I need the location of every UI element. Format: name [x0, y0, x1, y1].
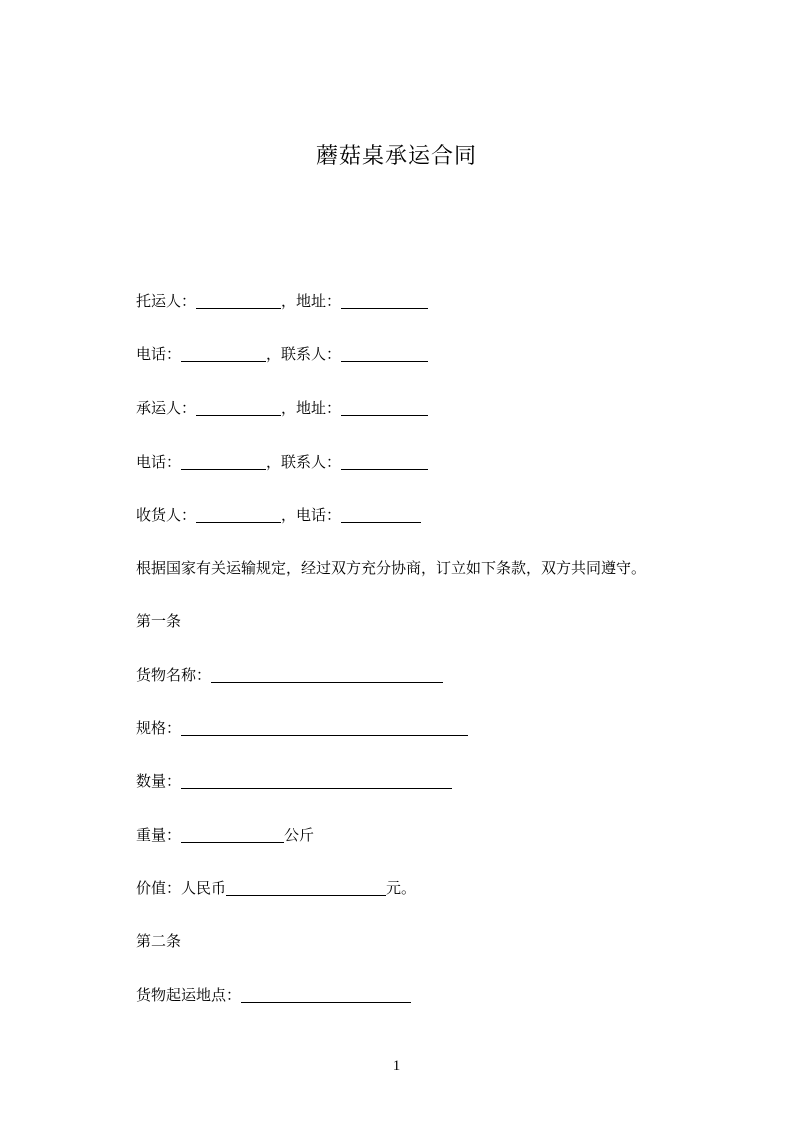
- consignee-line: [136, 505, 421, 525]
- consignee-blank[interactable]: [196, 505, 281, 523]
- carrier-address-blank[interactable]: [341, 398, 428, 416]
- quantity-blank[interactable]: [181, 771, 452, 789]
- shipper-label: 托运人：: [136, 292, 197, 310]
- separator: ，: [281, 506, 297, 524]
- value-unit: 元。: [386, 879, 417, 897]
- origin-label: 货物起运地点：: [136, 986, 242, 1004]
- carrier-contact-line: [136, 452, 428, 472]
- shipper-phone-label: 电话：: [136, 345, 182, 363]
- consignee-label: 收货人：: [136, 506, 197, 524]
- preamble-text: 根据国家有关运输规定，经过双方充分协商，订立如下条款，双方共同遵守。: [136, 559, 647, 577]
- carrier-address-label: 地址：: [296, 399, 342, 417]
- shipper-contact-line: [136, 344, 428, 364]
- shipper-address-label: 地址：: [296, 292, 342, 310]
- quantity-line: [136, 771, 452, 791]
- weight-unit: 公斤: [284, 826, 315, 844]
- carrier-label: 承运人：: [136, 399, 197, 417]
- separator: ，: [266, 345, 282, 363]
- goods-name-label: 货物名称：: [136, 666, 212, 684]
- article-1-heading-text: 第一条: [136, 612, 182, 630]
- separator: ，: [281, 292, 297, 310]
- spec-label: 规格：: [136, 719, 182, 737]
- weight-label: 重量：: [136, 826, 182, 844]
- consignee-phone-label: 电话：: [296, 506, 342, 524]
- carrier-phone-label: 电话：: [136, 453, 182, 471]
- goods-name-line: [136, 665, 443, 685]
- carrier-line: [136, 398, 428, 418]
- origin-blank[interactable]: [241, 985, 411, 1003]
- carrier-phone-blank[interactable]: [181, 452, 266, 470]
- weight-blank[interactable]: [181, 825, 284, 843]
- shipper-address-blank[interactable]: [341, 291, 428, 309]
- shipper-contact-person-blank[interactable]: [341, 344, 428, 362]
- preamble-paragraph: [136, 558, 646, 578]
- carrier-blank[interactable]: [196, 398, 281, 416]
- article-2-heading: [136, 931, 181, 951]
- origin-line: [136, 985, 411, 1005]
- shipper-phone-blank[interactable]: [181, 344, 266, 362]
- value-line: [136, 878, 416, 898]
- quantity-label: 数量：: [136, 772, 182, 790]
- article-2-heading-text: 第二条: [136, 932, 182, 950]
- consignee-phone-blank[interactable]: [341, 505, 421, 523]
- shipper-contact-person-label: 联系人：: [281, 345, 342, 363]
- value-blank[interactable]: [226, 878, 386, 896]
- spec-blank[interactable]: [181, 718, 468, 736]
- value-label: 价值：人民币: [136, 879, 227, 897]
- carrier-contact-person-label: 联系人：: [281, 453, 342, 471]
- weight-line: [136, 825, 314, 845]
- separator: ，: [266, 453, 282, 471]
- shipper-line: [136, 291, 428, 311]
- spec-line: [136, 718, 468, 738]
- page-number: 1: [392, 1058, 401, 1074]
- carrier-contact-person-blank[interactable]: [341, 452, 428, 470]
- goods-name-blank[interactable]: [211, 665, 443, 683]
- article-1-heading: [136, 611, 181, 631]
- shipper-blank[interactable]: [196, 291, 281, 309]
- document-title: 蘑菇桌承运合同: [315, 144, 477, 169]
- separator: ，: [281, 399, 297, 417]
